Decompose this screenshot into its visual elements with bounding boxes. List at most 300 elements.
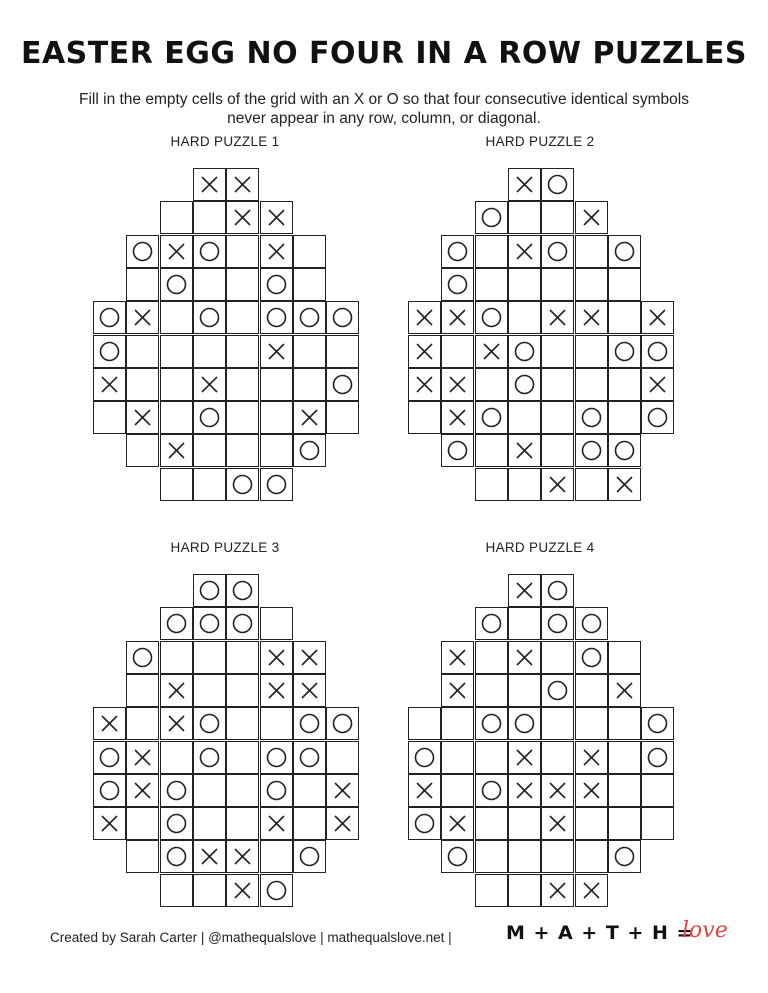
puzzle-cell[interactable]: [608, 335, 641, 368]
puzzle-cell[interactable]: [126, 335, 159, 368]
puzzle-cell[interactable]: [575, 840, 608, 873]
puzzle-cell[interactable]: [260, 401, 293, 434]
puzzle-cell[interactable]: [260, 641, 293, 674]
puzzle-cell[interactable]: [441, 235, 474, 268]
puzzle-cell[interactable]: [508, 434, 541, 467]
puzzle-cell[interactable]: [541, 201, 574, 234]
puzzle-cell[interactable]: [475, 434, 508, 467]
puzzle-cell[interactable]: [160, 741, 193, 774]
puzzle-cell[interactable]: [260, 235, 293, 268]
o-mark-icon: [294, 302, 325, 333]
puzzle-cell[interactable]: [260, 201, 293, 234]
puzzle-cell[interactable]: [541, 874, 574, 907]
o-mark-icon: [194, 608, 225, 639]
puzzle-cell[interactable]: [641, 301, 674, 334]
puzzle-cell[interactable]: [160, 368, 193, 401]
puzzle-cell[interactable]: [475, 235, 508, 268]
puzzle-cell[interactable]: [575, 468, 608, 501]
puzzle-cell[interactable]: [441, 840, 474, 873]
puzzle-cell[interactable]: [575, 641, 608, 674]
puzzle-cell[interactable]: [126, 301, 159, 334]
puzzle-cell[interactable]: [408, 335, 441, 368]
puzzle-cell[interactable]: [541, 335, 574, 368]
puzzle-cell[interactable]: [475, 301, 508, 334]
puzzle-cell[interactable]: [326, 301, 359, 334]
puzzle-cell[interactable]: [475, 641, 508, 674]
puzzle-cell[interactable]: [226, 807, 259, 840]
puzzle-cell[interactable]: [93, 335, 126, 368]
puzzle-cell[interactable]: [541, 301, 574, 334]
puzzle-cell[interactable]: [160, 607, 193, 640]
o-mark-icon: [194, 742, 225, 773]
puzzle-cell[interactable]: [608, 641, 641, 674]
puzzle-cell[interactable]: [408, 807, 441, 840]
puzzle-cell[interactable]: [260, 840, 293, 873]
puzzle-cell[interactable]: [193, 434, 226, 467]
puzzle-cell[interactable]: [226, 741, 259, 774]
puzzle-cell[interactable]: [326, 741, 359, 774]
puzzle-cell[interactable]: [641, 368, 674, 401]
x-mark-icon: [509, 775, 540, 806]
puzzle-cell[interactable]: [193, 707, 226, 740]
puzzle-cell[interactable]: [475, 401, 508, 434]
o-mark-icon: [194, 402, 225, 433]
puzzle-cell[interactable]: [93, 741, 126, 774]
puzzle-cell[interactable]: [475, 874, 508, 907]
puzzle-cell[interactable]: [293, 268, 326, 301]
x-mark-icon: [127, 402, 158, 433]
puzzle-cell[interactable]: [441, 707, 474, 740]
puzzle-cell[interactable]: [226, 301, 259, 334]
puzzle-cell[interactable]: [260, 368, 293, 401]
o-mark-icon: [161, 269, 192, 300]
puzzle-cell[interactable]: [260, 874, 293, 907]
puzzle-cell[interactable]: [326, 774, 359, 807]
o-mark-icon: [509, 336, 540, 367]
puzzle-cell[interactable]: [193, 607, 226, 640]
puzzle-cell[interactable]: [293, 301, 326, 334]
puzzle-cell[interactable]: [293, 774, 326, 807]
puzzle-cell[interactable]: [575, 874, 608, 907]
puzzle-cell[interactable]: [160, 268, 193, 301]
puzzle-cell[interactable]: [608, 774, 641, 807]
puzzle-cell[interactable]: [293, 674, 326, 707]
puzzle-cell[interactable]: [575, 368, 608, 401]
x-mark-icon: [476, 336, 507, 367]
puzzle-cell[interactable]: [126, 641, 159, 674]
o-mark-icon: [94, 775, 125, 806]
puzzle-cell[interactable]: [508, 741, 541, 774]
puzzle-cell[interactable]: [441, 301, 474, 334]
o-mark-icon: [509, 708, 540, 739]
puzzle-cell[interactable]: [575, 774, 608, 807]
puzzle-cell[interactable]: [126, 774, 159, 807]
puzzle-cell[interactable]: [193, 774, 226, 807]
puzzle-cell[interactable]: [541, 840, 574, 873]
puzzle-cell[interactable]: [541, 674, 574, 707]
puzzle-3-title: HARD PUZZLE 3: [170, 540, 280, 555]
o-mark-icon: [476, 708, 507, 739]
o-mark-icon: [542, 575, 573, 606]
puzzle-cell[interactable]: [193, 368, 226, 401]
puzzle-cell[interactable]: [226, 368, 259, 401]
puzzle-cell[interactable]: [475, 741, 508, 774]
puzzle-cell[interactable]: [193, 201, 226, 234]
puzzle-cell[interactable]: [260, 741, 293, 774]
puzzle-cell[interactable]: [475, 807, 508, 840]
puzzle-cell[interactable]: [226, 607, 259, 640]
puzzle-cell[interactable]: [541, 468, 574, 501]
puzzle-cell[interactable]: [541, 707, 574, 740]
o-mark-icon: [409, 742, 440, 773]
puzzle-cell[interactable]: [160, 301, 193, 334]
x-mark-icon: [542, 469, 573, 500]
puzzle-cell[interactable]: [260, 607, 293, 640]
puzzle-cell[interactable]: [260, 774, 293, 807]
puzzle-cell[interactable]: [293, 641, 326, 674]
o-mark-icon: [261, 469, 292, 500]
puzzle-cell[interactable]: [441, 268, 474, 301]
page-title: EASTER EGG NO FOUR IN A ROW PUZZLES: [20, 36, 748, 71]
puzzle-cell[interactable]: [441, 741, 474, 774]
puzzle-cell[interactable]: [326, 401, 359, 434]
puzzle-cell[interactable]: [226, 335, 259, 368]
o-mark-icon: [194, 575, 225, 606]
puzzle-cell[interactable]: [93, 774, 126, 807]
puzzle-cell[interactable]: [160, 674, 193, 707]
o-mark-icon: [294, 435, 325, 466]
puzzle-cell[interactable]: [226, 434, 259, 467]
puzzle-cell[interactable]: [541, 235, 574, 268]
puzzle-cell[interactable]: [126, 368, 159, 401]
puzzle-cell[interactable]: [293, 368, 326, 401]
puzzle-cell[interactable]: [160, 201, 193, 234]
puzzle-cell[interactable]: [293, 807, 326, 840]
puzzle-cell[interactable]: [260, 468, 293, 501]
x-mark-icon: [194, 169, 225, 200]
puzzle-cell[interactable]: [508, 574, 541, 607]
puzzle-cell[interactable]: [608, 401, 641, 434]
puzzle-cell[interactable]: [508, 840, 541, 873]
puzzle-cell[interactable]: [226, 641, 259, 674]
puzzle-cell[interactable]: [441, 368, 474, 401]
o-mark-icon: [294, 841, 325, 872]
puzzle-cell[interactable]: [193, 674, 226, 707]
puzzle-cell[interactable]: [93, 301, 126, 334]
puzzle-cell[interactable]: [93, 807, 126, 840]
puzzle-cell[interactable]: [126, 674, 159, 707]
puzzle-cell[interactable]: [641, 807, 674, 840]
puzzle-cell[interactable]: [508, 807, 541, 840]
puzzle-cell[interactable]: [508, 201, 541, 234]
x-mark-icon: [261, 808, 292, 839]
puzzle-cell[interactable]: [160, 468, 193, 501]
puzzle-cell[interactable]: [326, 335, 359, 368]
x-mark-icon: [327, 775, 358, 806]
puzzle-cell[interactable]: [575, 401, 608, 434]
o-mark-icon: [127, 236, 158, 267]
puzzle-cell[interactable]: [226, 468, 259, 501]
puzzle-cell[interactable]: [441, 434, 474, 467]
puzzle-cell[interactable]: [193, 235, 226, 268]
puzzle-cell[interactable]: [608, 741, 641, 774]
puzzle-cell[interactable]: [226, 235, 259, 268]
puzzle-cell[interactable]: [641, 774, 674, 807]
puzzle-cell[interactable]: [508, 607, 541, 640]
puzzle-cell[interactable]: [541, 607, 574, 640]
puzzle-cell[interactable]: [575, 674, 608, 707]
o-mark-icon: [476, 775, 507, 806]
o-mark-icon: [194, 708, 225, 739]
puzzle-cell[interactable]: [541, 368, 574, 401]
puzzle-4-title: HARD PUZZLE 4: [485, 540, 595, 555]
puzzle-cell[interactable]: [226, 201, 259, 234]
puzzle-cell[interactable]: [475, 468, 508, 501]
puzzle-cell[interactable]: [608, 674, 641, 707]
o-mark-icon: [261, 742, 292, 773]
o-mark-icon: [94, 336, 125, 367]
puzzle-cell[interactable]: [441, 807, 474, 840]
x-mark-icon: [542, 875, 573, 906]
puzzle-cell[interactable]: [541, 641, 574, 674]
puzzle-cell[interactable]: [441, 674, 474, 707]
puzzle-cell[interactable]: [441, 641, 474, 674]
puzzle-cell[interactable]: [608, 301, 641, 334]
puzzle-cell[interactable]: [193, 168, 226, 201]
puzzle-cell[interactable]: [508, 468, 541, 501]
puzzle-cell[interactable]: [260, 707, 293, 740]
puzzle-cell[interactable]: [475, 268, 508, 301]
puzzle-cell[interactable]: [608, 807, 641, 840]
puzzle-cell[interactable]: [408, 741, 441, 774]
x-mark-icon: [576, 742, 607, 773]
puzzle-cell[interactable]: [260, 674, 293, 707]
puzzle-cell[interactable]: [260, 434, 293, 467]
o-mark-icon: [642, 742, 673, 773]
puzzle-cell[interactable]: [193, 468, 226, 501]
puzzle-cell[interactable]: [575, 434, 608, 467]
puzzle-cell[interactable]: [575, 607, 608, 640]
puzzle-cell[interactable]: [260, 301, 293, 334]
puzzle-cell[interactable]: [293, 707, 326, 740]
puzzle-cell[interactable]: [193, 335, 226, 368]
o-mark-icon: [476, 302, 507, 333]
puzzle-cell[interactable]: [408, 368, 441, 401]
puzzle-cell[interactable]: [226, 840, 259, 873]
puzzle-cell[interactable]: [193, 301, 226, 334]
puzzle-cell[interactable]: [508, 368, 541, 401]
x-mark-icon: [127, 775, 158, 806]
puzzle-cell[interactable]: [226, 401, 259, 434]
puzzle-cell[interactable]: [193, 574, 226, 607]
puzzle-cell[interactable]: [226, 674, 259, 707]
o-mark-icon: [294, 708, 325, 739]
puzzle-cell[interactable]: [93, 707, 126, 740]
puzzle-cell[interactable]: [160, 840, 193, 873]
puzzle-cell[interactable]: [408, 401, 441, 434]
puzzle-cell[interactable]: [193, 874, 226, 907]
puzzle-cell[interactable]: [126, 268, 159, 301]
puzzle-cell[interactable]: [608, 434, 641, 467]
puzzle-cell[interactable]: [508, 641, 541, 674]
x-mark-icon: [294, 642, 325, 673]
o-mark-icon: [227, 608, 258, 639]
puzzle-cell[interactable]: [293, 335, 326, 368]
puzzle-cell[interactable]: [160, 807, 193, 840]
x-mark-icon: [442, 808, 473, 839]
puzzle-cell[interactable]: [226, 707, 259, 740]
puzzle-cell[interactable]: [160, 874, 193, 907]
x-mark-icon: [94, 808, 125, 839]
puzzle-cell[interactable]: [293, 235, 326, 268]
puzzle-cell[interactable]: [408, 301, 441, 334]
puzzle-cell[interactable]: [193, 840, 226, 873]
puzzle-cell[interactable]: [608, 268, 641, 301]
o-mark-icon: [442, 269, 473, 300]
x-mark-icon: [261, 202, 292, 233]
puzzle-cell[interactable]: [475, 840, 508, 873]
puzzle-cell[interactable]: [475, 335, 508, 368]
puzzle-cell[interactable]: [508, 707, 541, 740]
puzzle-cell[interactable]: [508, 268, 541, 301]
puzzle-cell[interactable]: [441, 401, 474, 434]
puzzle-cell[interactable]: [326, 707, 359, 740]
o-mark-icon: [576, 642, 607, 673]
puzzle-cell[interactable]: [193, 741, 226, 774]
puzzle-cell[interactable]: [126, 434, 159, 467]
puzzle-cell[interactable]: [441, 774, 474, 807]
x-mark-icon: [161, 236, 192, 267]
puzzle-cell[interactable]: [475, 201, 508, 234]
puzzle-cell[interactable]: [641, 335, 674, 368]
x-mark-icon: [509, 742, 540, 773]
puzzle-cell[interactable]: [226, 268, 259, 301]
puzzle-cell[interactable]: [126, 235, 159, 268]
puzzle-cell[interactable]: [508, 674, 541, 707]
puzzle-cell[interactable]: [293, 434, 326, 467]
puzzle-cell[interactable]: [508, 874, 541, 907]
puzzle-cell[interactable]: [608, 707, 641, 740]
puzzle-cell[interactable]: [541, 741, 574, 774]
puzzle-cell[interactable]: [93, 368, 126, 401]
puzzle-cell[interactable]: [508, 401, 541, 434]
puzzle-cell[interactable]: [126, 401, 159, 434]
puzzle-cell[interactable]: [193, 807, 226, 840]
o-mark-icon: [642, 708, 673, 739]
x-mark-icon: [127, 742, 158, 773]
puzzle-cell[interactable]: [541, 401, 574, 434]
puzzle-cell[interactable]: [226, 574, 259, 607]
puzzle-cell[interactable]: [160, 434, 193, 467]
puzzle-cell[interactable]: [126, 807, 159, 840]
puzzle-cell[interactable]: [126, 840, 159, 873]
puzzle-cell[interactable]: [408, 774, 441, 807]
puzzle-cell[interactable]: [475, 674, 508, 707]
puzzle-cell[interactable]: [475, 368, 508, 401]
o-mark-icon: [542, 169, 573, 200]
puzzle-cell[interactable]: [160, 707, 193, 740]
puzzle-cell[interactable]: [541, 807, 574, 840]
o-mark-icon: [509, 369, 540, 400]
puzzle-cell[interactable]: [293, 401, 326, 434]
puzzle-cell[interactable]: [160, 641, 193, 674]
puzzle-cell[interactable]: [575, 301, 608, 334]
x-mark-icon: [576, 875, 607, 906]
o-mark-icon: [442, 435, 473, 466]
puzzle-cell[interactable]: [508, 335, 541, 368]
puzzle-cell[interactable]: [575, 201, 608, 234]
puzzle-cell[interactable]: [508, 774, 541, 807]
puzzle-cell[interactable]: [193, 268, 226, 301]
x-mark-icon: [161, 675, 192, 706]
puzzle-cell[interactable]: [475, 707, 508, 740]
puzzle-cell[interactable]: [541, 774, 574, 807]
puzzle-cell[interactable]: [608, 468, 641, 501]
puzzle-cell[interactable]: [541, 574, 574, 607]
puzzle-cell[interactable]: [226, 874, 259, 907]
puzzle-cell[interactable]: [575, 235, 608, 268]
puzzle-cell[interactable]: [260, 807, 293, 840]
puzzle-cell[interactable]: [508, 301, 541, 334]
puzzle-cell[interactable]: [508, 168, 541, 201]
puzzle-cell[interactable]: [160, 335, 193, 368]
o-mark-icon: [327, 369, 358, 400]
puzzle-cell[interactable]: [160, 401, 193, 434]
puzzle-cell[interactable]: [293, 840, 326, 873]
puzzle-cell[interactable]: [93, 401, 126, 434]
puzzle-cell[interactable]: [193, 401, 226, 434]
o-mark-icon: [127, 642, 158, 673]
puzzle-cell[interactable]: [226, 774, 259, 807]
puzzle-cell[interactable]: [541, 434, 574, 467]
puzzle-cell[interactable]: [608, 235, 641, 268]
o-mark-icon: [161, 608, 192, 639]
puzzle-cell[interactable]: [126, 707, 159, 740]
puzzle-cell[interactable]: [160, 774, 193, 807]
puzzle-cell[interactable]: [475, 607, 508, 640]
puzzle-cell[interactable]: [260, 268, 293, 301]
puzzle-cell[interactable]: [326, 368, 359, 401]
puzzle-cell[interactable]: [475, 774, 508, 807]
o-mark-icon: [261, 269, 292, 300]
x-mark-icon: [509, 236, 540, 267]
puzzle-cell[interactable]: [575, 707, 608, 740]
puzzle-cell[interactable]: [408, 707, 441, 740]
puzzle-cell[interactable]: [541, 168, 574, 201]
puzzle-cell[interactable]: [160, 235, 193, 268]
puzzle-cell[interactable]: [541, 268, 574, 301]
puzzle-cell[interactable]: [293, 741, 326, 774]
puzzle-cell[interactable]: [508, 235, 541, 268]
puzzle-cell[interactable]: [575, 268, 608, 301]
puzzle-cell[interactable]: [226, 168, 259, 201]
puzzle-cell[interactable]: [126, 741, 159, 774]
puzzle-cell[interactable]: [641, 707, 674, 740]
puzzle-cell[interactable]: [441, 335, 474, 368]
puzzle-cell[interactable]: [608, 368, 641, 401]
puzzle-cell[interactable]: [575, 807, 608, 840]
x-mark-icon: [409, 336, 440, 367]
puzzle-cell[interactable]: [608, 840, 641, 873]
puzzle-cell[interactable]: [575, 741, 608, 774]
puzzle-cell[interactable]: [575, 335, 608, 368]
puzzle-cell[interactable]: [260, 335, 293, 368]
puzzle-cell[interactable]: [641, 741, 674, 774]
x-mark-icon: [509, 575, 540, 606]
puzzle-cell[interactable]: [193, 641, 226, 674]
puzzle-cell[interactable]: [326, 807, 359, 840]
puzzle-cell[interactable]: [641, 401, 674, 434]
